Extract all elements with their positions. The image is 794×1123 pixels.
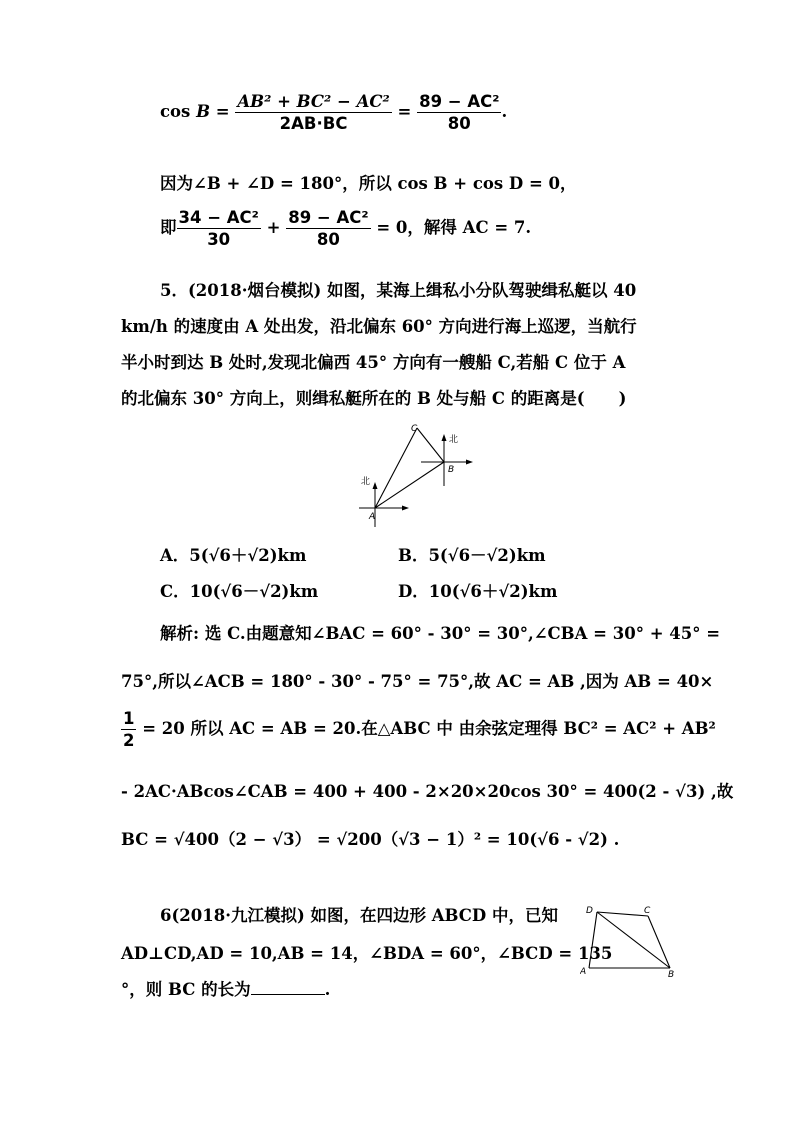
q6-line-3-text: °，则 BC 的长为 [121,980,251,999]
fraction-denominator-30: 30 [207,230,231,249]
angle-sum-line: 因为∠B + ∠D = 180°，所以 cos B + cos D = 0， [160,174,577,193]
fraction-denominator-80: 80 [316,230,340,249]
label-a2: A [580,967,587,977]
fraction-law-of-cosines [235,92,391,133]
quadrilateral-diagram [580,900,690,980]
navigation-diagram [355,420,475,530]
var-b: B [196,102,211,121]
plus-sign: + [260,218,287,237]
analysis-line-5: BC = √400（2 − √3） = √200（√3 − 1）² = 10(√6 - √2) . [121,830,620,849]
period: . [501,102,508,121]
label-b: B [448,465,455,475]
q6-period: . [324,980,331,999]
label-a: A [369,512,376,522]
q5-line-4-text: 的北偏东 30° 方向上，则缉私艇所在的 B 处与船 C 的距离是( [121,389,585,408]
cos-text: cos [160,102,197,121]
label-north-a: 北 [361,477,371,487]
label-b2: B [668,970,675,980]
option-b[interactable]: B．5(√6－√2)km [398,546,546,565]
analysis-line-3 [121,709,716,750]
q6-line-1: 6(2018·九江模拟) 如图，在四边形 ABCD 中，已知 [160,906,558,925]
fraction-34 [177,208,261,249]
fraction-numerator-34: 34 − AC² [178,208,259,227]
q5-line-1: 5．(2018·烟台模拟) 如图，某海上缉私小分队驾驶缉私艇以 40 [160,281,637,300]
prefix-text: 即 [160,218,177,237]
fraction-denominator-2: 80 [447,114,471,133]
fraction-numerator-2: 89 − AC² [419,92,500,111]
q5-line-3: 半小时到达 B 处时,发现北偏西 45° 方向有一艘船 C,若船 C 位于 A [121,353,626,372]
half-denominator: 2 [123,731,135,750]
equals-sign-2: = [391,102,418,121]
fraction-89b [286,208,370,249]
fraction-89 [417,92,501,133]
q5-line-4 [121,385,626,409]
option-d[interactable]: D．10(√6＋√2)km [398,582,558,601]
option-a[interactable]: A．5(√6＋√2)km [160,546,307,565]
fraction-denominator: 2AB·BC [279,114,348,133]
analysis-line-4: - 2AC·ABcos∠CAB = 400 + 400 - 2×20×20cos 30° = 400(2 - √3) ,故 [121,782,734,801]
label-d: D [586,906,593,916]
q5-line-2: km/h 的速度由 A 处出发，沿北偏东 60° 方向进行海上巡逻，当航行 [121,317,637,336]
label-c2: C [644,906,651,916]
q6-line-3 [121,976,330,1000]
q6-line-2: AD⊥CD,AD = 10,AB = 14，∠BDA = 60°，∠BCD = 135 [121,944,613,963]
analysis-line-3-text: = 20 所以 AC = AB = 20.在△ABC 中 由余弦定理得 BC² = AC² + AB² [136,719,716,738]
fraction-numerator-89: 89 − AC² [288,208,369,227]
half-numerator: 1 [123,709,135,728]
label-c: C [411,424,418,434]
analysis-line-1: 解析: 选 C.由题意知∠BAC = 60° - 30° = 30°,∠CBA = 30° + 45° = [160,624,721,643]
fraction-half [121,709,136,750]
close-paren: ) [618,389,627,408]
option-c[interactable]: C．10(√6－√2)km [160,582,319,601]
equation-line [160,208,531,249]
solution-text: = 0，解得 AC = 7. [370,218,532,237]
equals-sign: = [210,102,236,121]
fraction-numerator: AB² + BC² − AC² [237,92,390,111]
answer-blank-q6[interactable] [251,980,325,995]
cosB-formula [160,92,507,133]
label-north-b: 北 [449,435,459,445]
analysis-line-2: 75°,所以∠ACB = 180° - 30° - 75° = 75°,故 AC = AB ,因为 AB = 40× [121,672,714,691]
